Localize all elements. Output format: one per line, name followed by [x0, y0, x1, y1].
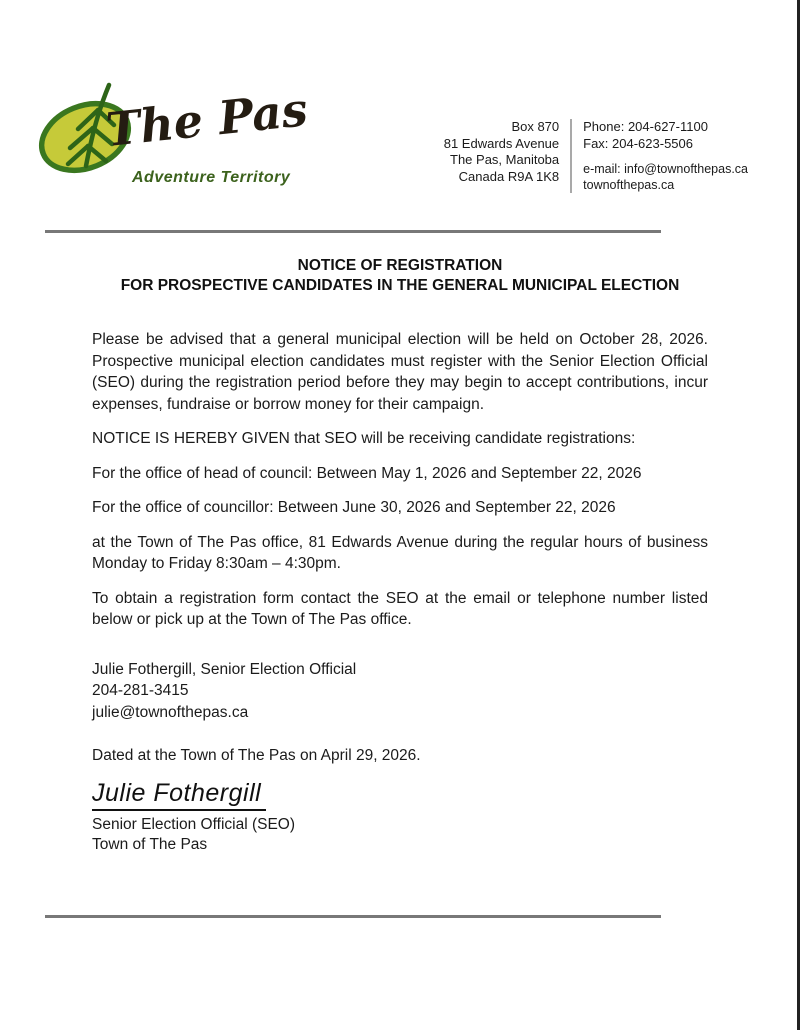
notice-body	[92, 329, 708, 855]
address-line: Canada R9A 1K8	[458, 168, 560, 184]
top-horizontal-rule	[45, 230, 661, 233]
bottom-horizontal-rule	[45, 915, 661, 918]
notice-title	[92, 256, 708, 295]
signature-block	[92, 779, 708, 855]
logo-wordmark: The Pas	[103, 82, 310, 157]
website-line: townofthepas.ca	[583, 178, 675, 192]
notice-title-line1: NOTICE OF REGISTRATION	[297, 257, 503, 274]
seo-contact-block	[92, 659, 708, 724]
seo-name-line: Julie Fothergill, Senior Election Official	[92, 660, 357, 678]
seo-phone-line: 204-281-3415	[92, 682, 189, 699]
mailing-address	[444, 119, 570, 193]
phone-line: Phone: 204-627-1100	[583, 119, 708, 134]
seo-email-line: julie@townofthepas.ca	[92, 703, 249, 721]
paragraph-head-of-council-dates: For the office of head of council: Between May 1, 2026 and September 22, 2026	[92, 464, 642, 482]
signature-name: Julie Fothergill	[92, 779, 266, 811]
address-line: Box 870	[511, 119, 560, 134]
contact-details	[572, 119, 748, 193]
email-line: e-mail: info@townofthepas.ca	[583, 162, 748, 176]
paragraph-election-announcement: Please be advised that a general municipal election will be held on October 28, 2026. Prospective municipal election candidates must register with the Senior Election Official (SEO) during the registration period before they may begin to accept contributions, incur expenses, fundraise or borrow money for their campaign.	[92, 331, 708, 413]
paragraph-registration-form: To obtain a registration form contact the SEO at the email or telephone number listed below or pick up at the Town of The Pas office.	[92, 589, 708, 628]
letterhead-address-block	[444, 119, 748, 193]
paragraph-office-hours: at the Town of The Pas office, 81 Edwards Avenue during the regular hours of business Monday to Friday 8:30am – 4:30pm.	[92, 533, 708, 572]
address-line: The Pas, Manitoba	[450, 152, 560, 167]
paragraph-councillor-dates: For the office of councillor: Between June 30, 2026 and September 22, 2026	[92, 499, 616, 516]
signature-title: Senior Election Official (SEO)	[92, 815, 296, 833]
dated-line: Dated at the Town of The Pas on April 29, 2026.	[92, 747, 421, 764]
fax-line: Fax: 204-623-5506	[583, 135, 693, 151]
signature-org: Town of The Pas	[92, 835, 208, 853]
paragraph-notice-given: NOTICE IS HEREBY GIVEN that SEO will be receiving candidate registrations:	[92, 430, 636, 447]
notice-title-line2: FOR PROSPECTIVE CANDIDATES IN THE GENERAL MUNICIPAL ELECTION	[120, 276, 680, 294]
logo-tagline: Adventure Territory	[132, 169, 291, 186]
town-logo	[30, 80, 310, 190]
address-line: 81 Edwards Avenue	[443, 135, 560, 151]
